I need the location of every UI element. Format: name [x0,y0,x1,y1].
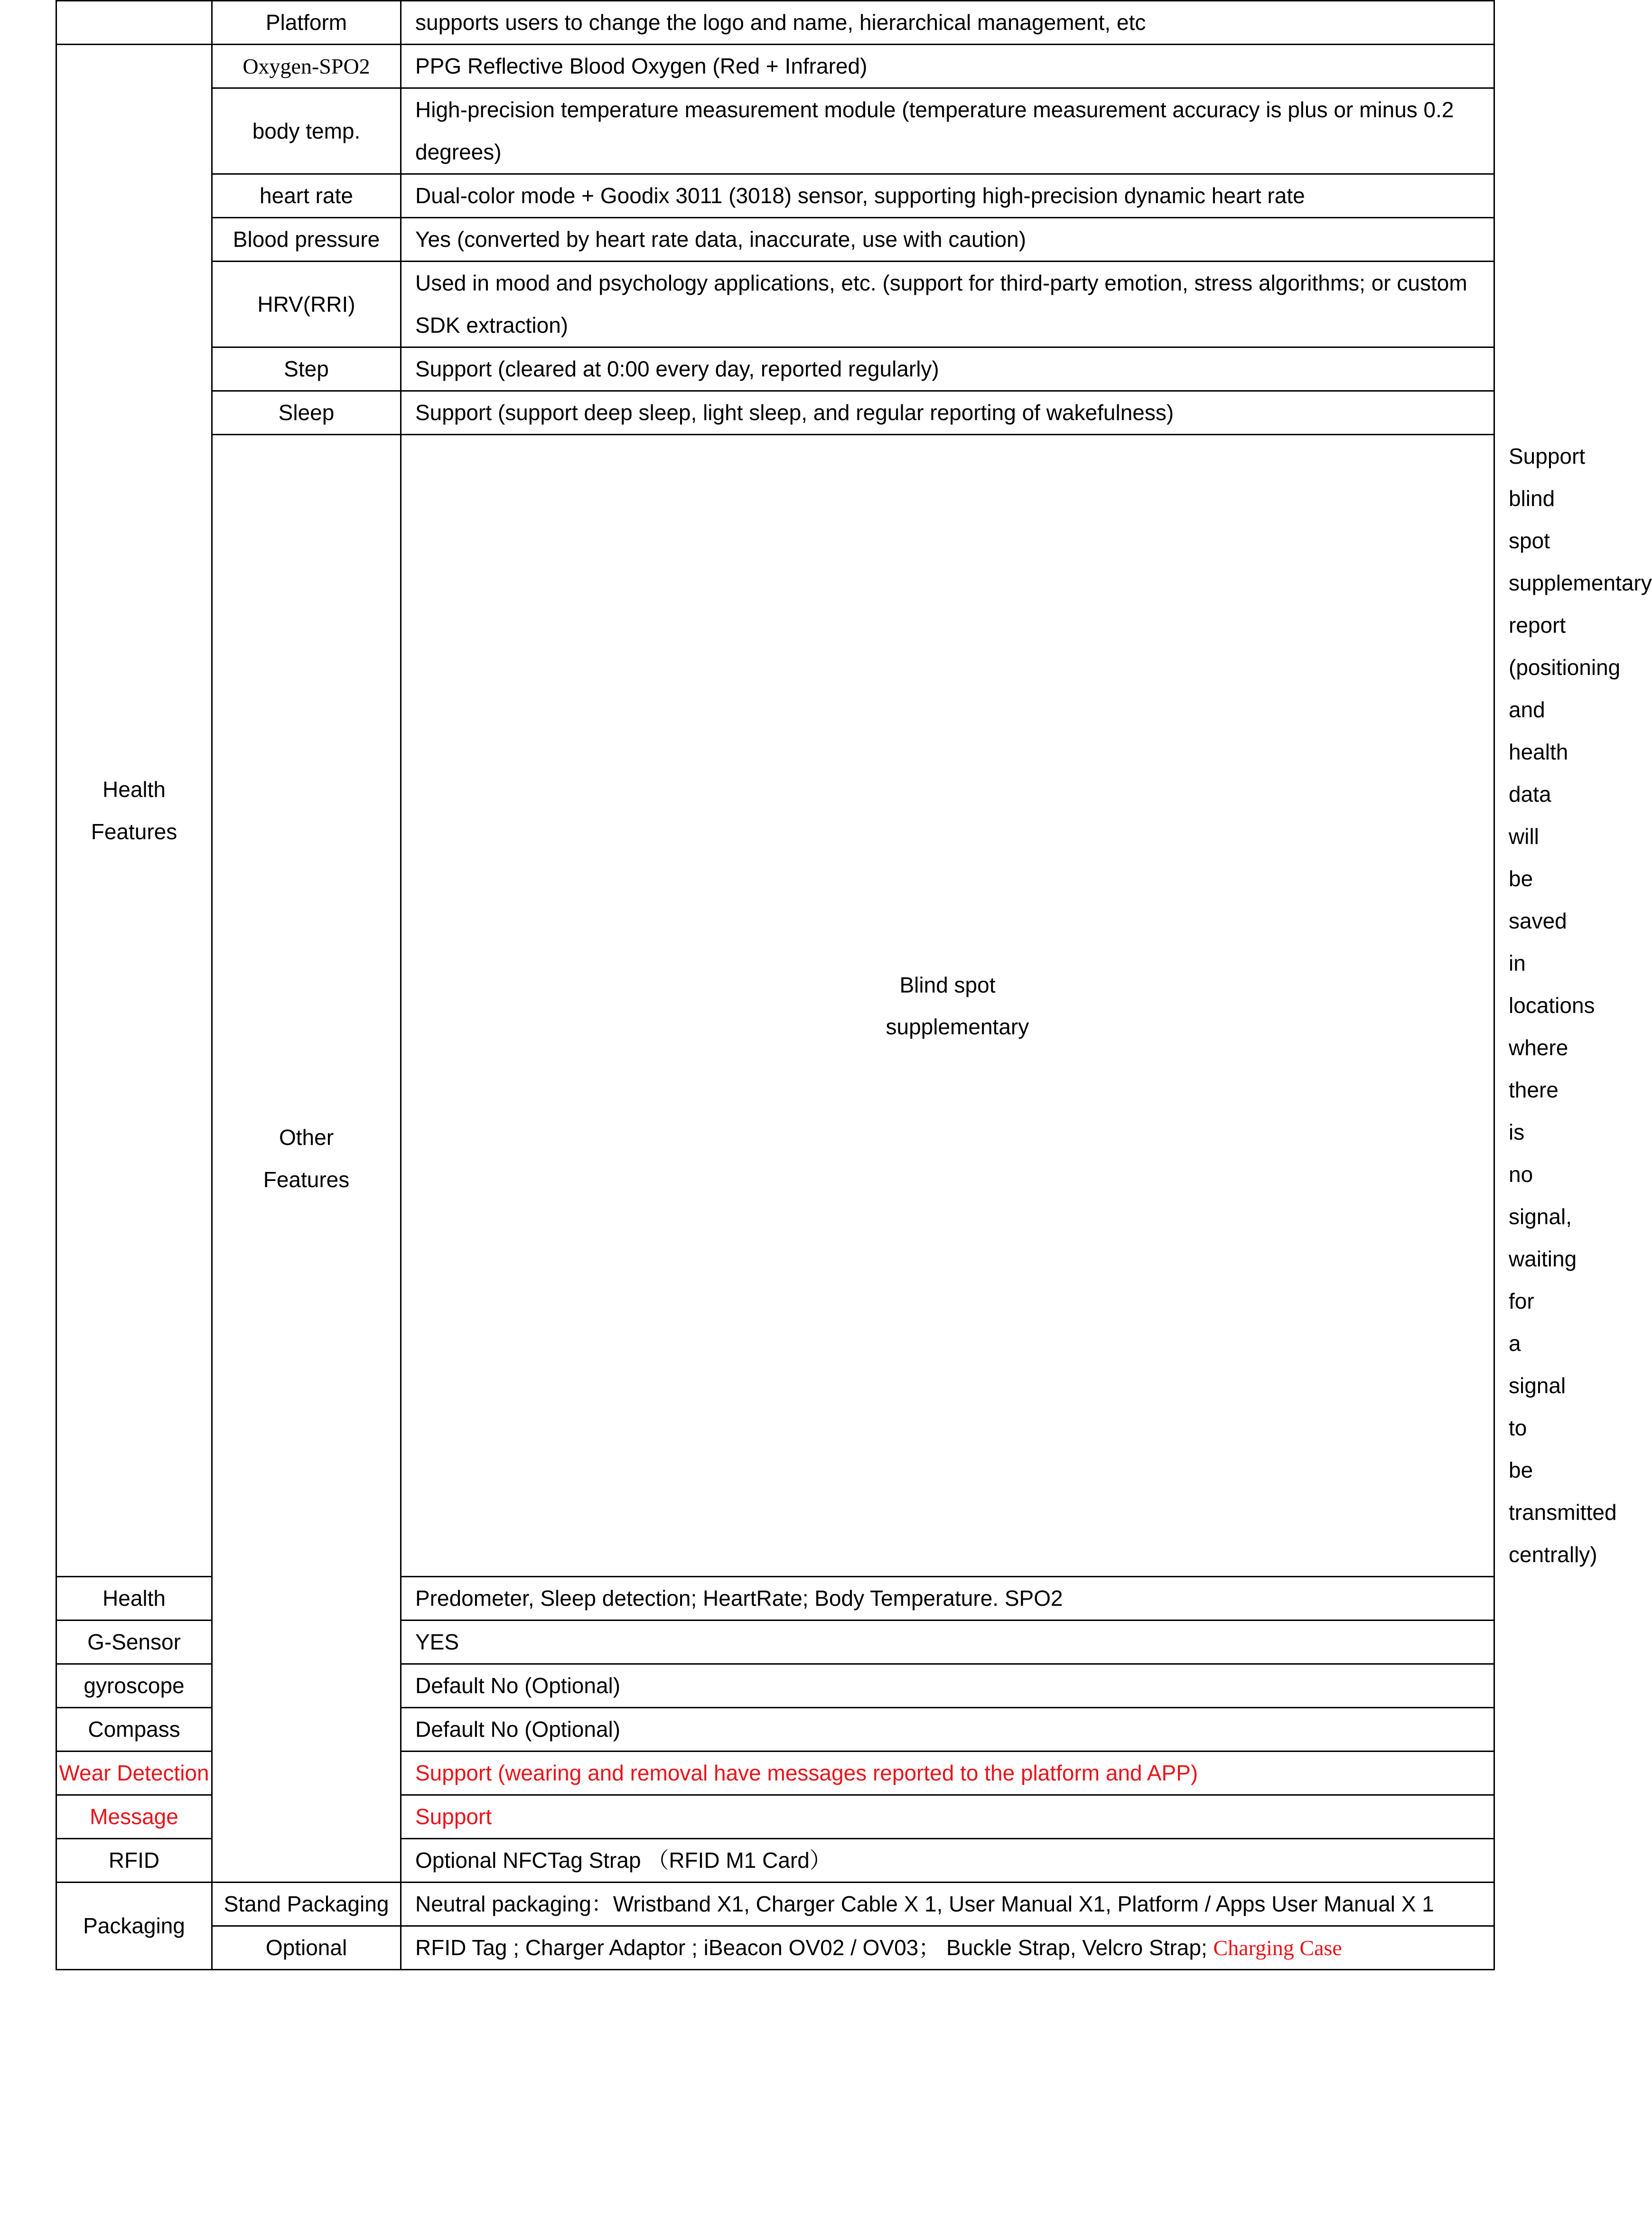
description-cell: High-precision temperature measurement module (temperature measurement accuracy is plus or minus 0.2 degrees) [401,88,1494,174]
table-row [56,218,1494,262]
feature-cell: RFID [56,1839,212,1883]
table-row [56,45,1494,88]
table-row [56,1926,1494,1970]
table-row [56,391,1494,435]
feature-cell: HRV(RRI) [212,262,401,347]
table-row [56,1883,1494,1926]
description-text: RFID Tag ; Charger Adaptor ; iBeacon OV02 / OV03； Buckle Strap, Velcro Strap; [415,1935,1213,1960]
feature-label: Blind spot supplementary [886,972,1029,1039]
table-row [56,1,1494,45]
description-cell [401,1926,1494,1970]
description-cell: Default No (Optional) [401,1664,1494,1708]
description-cell: supports users to change the logo and name, hierarchical management, etc [401,1,1494,45]
table-row [56,174,1494,218]
description-cell: PPG Reflective Blood Oxygen (Red + Infrared) [401,45,1494,88]
table-row [56,88,1494,174]
feature-cell: Optional [212,1926,401,1970]
category-health-features: Health Features [56,45,212,1577]
description-highlight: Charging Case [1213,1936,1342,1960]
description-cell: Predometer, Sleep detection; HeartRate; Body Temperature. SPO2 [401,1577,1494,1621]
feature-cell: gyroscope [56,1664,212,1708]
table-row: Other Features Blind spot supplementary Support blind spot supplementary report (positioning and health data will be saved in locations where there is no signal, waiting for a signal to be transmitted centrally) [56,435,1494,1577]
category-cell-empty [56,1,212,45]
description-cell: Optional NFCTag Strap （RFID M1 Card） [401,1839,1494,1883]
description-cell: YES [401,1621,1494,1664]
feature-cell: Oxygen-SPO2 [212,45,401,88]
description-cell: Default No (Optional) [401,1708,1494,1752]
feature-cell: Compass [56,1708,212,1752]
description-cell: Support (wearing and removal have messages reported to the platform and APP) [401,1752,1494,1795]
feature-cell: Health [56,1577,212,1621]
category-other-features: Other Features [212,435,401,1883]
feature-cell: Wear Detection [56,1752,212,1795]
description-cell: Dual-color mode + Goodix 3011 (3018) sensor, supporting high-precision dynamic heart rate [401,174,1494,218]
feature-cell: Stand Packaging [212,1883,401,1926]
description-cell: Yes (converted by heart rate data, inaccurate, use with caution) [401,218,1494,262]
feature-cell: heart rate [212,174,401,218]
description-cell: Support [401,1795,1494,1839]
feature-cell: Platform [212,1,401,45]
table-row [56,262,1494,347]
feature-cell: body temp. [212,88,401,174]
description-cell: Used in mood and psychology applications, etc. (support for third-party emotion, stress algorithms; or custom SDK extraction) [401,262,1494,347]
feature-cell: Sleep [212,391,401,435]
category-packaging: Packaging [56,1883,212,1970]
description-cell: Neutral packaging：Wristband X1, Charger Cable X 1, User Manual X1, Platform / Apps User Manual X 1 [401,1883,1494,1926]
feature-cell [401,435,1494,1577]
description-cell: Support (support deep sleep, light sleep, and regular reporting of wakefulness) [401,391,1494,435]
feature-cell: Blood pressure [212,218,401,262]
description-cell: Support (cleared at 0:00 every day, reported regularly) [401,347,1494,391]
feature-cell: Step [212,347,401,391]
spec-table [56,0,1652,1970]
feature-cell: Message [56,1795,212,1839]
feature-cell: G-Sensor [56,1621,212,1664]
table-row [56,347,1494,391]
